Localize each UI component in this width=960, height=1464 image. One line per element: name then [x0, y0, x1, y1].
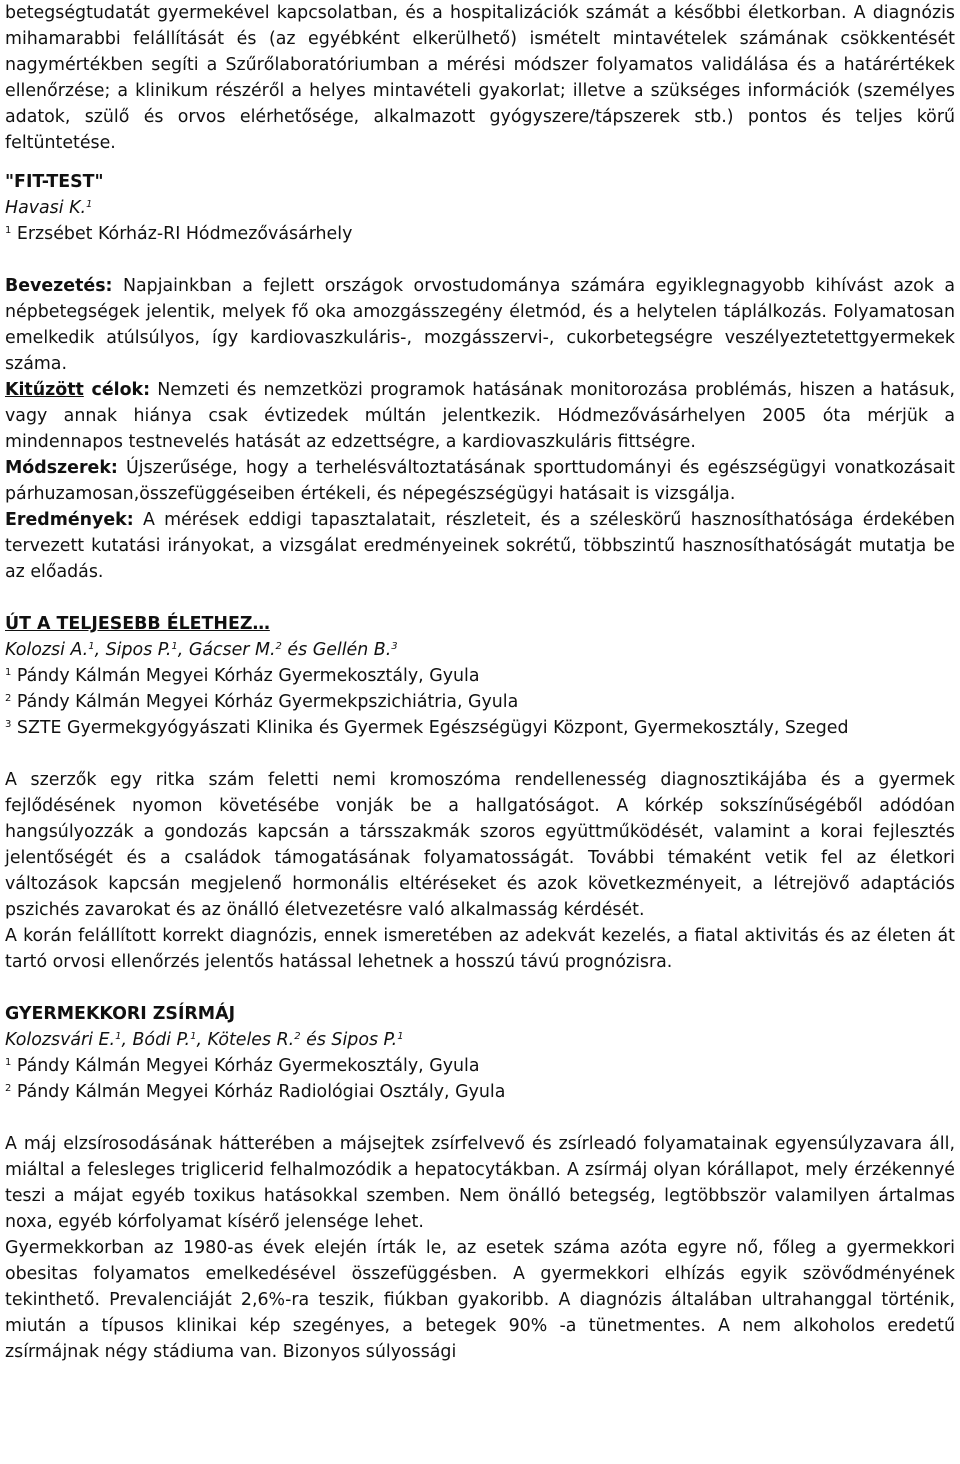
author-separator: és: [281, 640, 313, 660]
author-name: Köteles R.: [207, 1030, 295, 1050]
author-sup: 2: [275, 641, 282, 652]
author-entry: [313, 640, 398, 660]
ut-paragraph-1: A szerzők egy ritka szám feletti nemi kromoszóma rendellenesség diagnosztikájába és a gyermek fejlődésének nyomon követésébe vonják be a hallgatóságot. A kórkép sokszínűségéből adódóan hangsúlyozzák a gondozás kapcsán a társszakmák szoros együttműködését, valamint a korai fejlesztés jelentőségét és a családok támogatásának folyamatosságát. További témaként vetik fel az életkori változások kapcsán megjelenő hormonális eltéréseket és azok következményeit, a létrejövő adaptációs pszichés zavarokat és az önálló életvezetésre való alkalmasság kérdését.: [5, 770, 955, 920]
zsirmaj-paragraph-2: Gyermekkorban az 1980-as évek elején írták le, az esetek száma azóta egyre nő, főleg a gyermekkori obesitas folyamatos emelkedésével összefüggésben. A gyermekkori elhízás egyik szövődményének tekinthető. Prevalenciáját 2,6%-ra teszik, fiúkban gyakoribb. A diagnózis általában ultrahanggal történik, miután a típusos klinikai kép szegényes, a betegek 90% -a tünetmentes. A nem alkoholos eredetű zsírmájnak négy stádiuma van. Bizonyos súlyossági: [5, 1238, 955, 1362]
affiliation-sup: 2: [5, 693, 12, 704]
author-name: Gellén B.: [312, 640, 392, 660]
affiliation-sup: 1: [5, 225, 12, 236]
fit-test-affiliation: [5, 221, 955, 247]
aims-text: Nemzeti és nemzetközi programok hatásának monitorozása problémás, hiszen a hatásuk, vagy annak hiánya csak évtizedek múltán jelentkezik. Hódmezővásárhelyen 2005 óta mérjük a mindennapos testnevelés hatását az edzettségre, a kardiovaszkuláris fittségre.: [5, 380, 955, 452]
zsirmaj-affiliation: [5, 1053, 955, 1079]
affiliation-text: SZTE Gyermekgyógyászati Klinika és Gyermek Egészségügyi Központ, Gyermekosztály, Szeged: [11, 718, 849, 738]
author-sup: 1: [397, 1031, 404, 1042]
author-entry: [331, 1030, 403, 1050]
author-name: Kolozsvári E.: [5, 1030, 116, 1050]
introduction-label: Bevezetés:: [5, 276, 113, 296]
author-separator: ,: [121, 1030, 133, 1050]
ut-title: ÚT A TELJESEBB ÉLETHEZ…: [5, 614, 270, 634]
author-separator: és: [300, 1030, 332, 1050]
author-entry: [106, 640, 189, 660]
author-entry: [189, 640, 313, 660]
aims-label-part2: célok:: [83, 380, 151, 400]
fit-test-authors: [5, 195, 955, 221]
author-sup: 1: [86, 199, 93, 210]
author-name: Sipos P.: [105, 640, 172, 660]
affiliation-text: Pándy Kálmán Megyei Kórház Gyermekosztály, Gyula: [11, 666, 480, 686]
affiliation-text: Erzsébet Kórház-RI Hódmezővásárhely: [11, 224, 353, 244]
ut-paragraph-2: A korán felállított korrekt diagnózis, ennek ismeretében az adekvát kezelés, a fiatal aktivitás és az életen át tartó orvosi ellenőrzés jelentős hatással lehetnek a hosszú távú prognózisra.: [5, 926, 955, 972]
author-name: Havasi K.: [5, 198, 87, 218]
zsirmaj-authors: [5, 1027, 955, 1053]
intro-paragraph: betegségtudatát gyermekével kapcsolatban, és a hospitalizációk számát a későbbi életkorban. A diagnózis mihamarabbi felállítását és (az egyébként elkerülhető) ismételt mintavételek számának csökkentését nagymértékben segíti a Szűrőlaboratóriumban a mérési módszer folyamatos validálása és a határértékek ellenőrzése; a klinikum részéről a helyes mintavételi gyakorlat; illetve a szükséges információk (személyes adatok, szülő és orvos elérhetősége, alkalmazott gyógyszere/tápszerek stb.) pontos és teljes körű feltüntetése.: [5, 3, 955, 153]
affiliation-sup: 1: [5, 1057, 12, 1068]
ut-affiliation: [5, 689, 955, 715]
ut-authors: [5, 637, 955, 663]
fit-test-title: "FIT-TEST": [5, 172, 104, 192]
aims-label-part1: Kitűzött: [5, 380, 84, 400]
fit-test-methods: [5, 455, 955, 507]
affiliation-text: Pándy Kálmán Megyei Kórház Gyermekpszichiátria, Gyula: [11, 692, 519, 712]
affiliation-sup: 3: [5, 719, 12, 730]
author-sup: 1: [190, 1031, 197, 1042]
author-entry: [133, 1030, 208, 1050]
affiliation-sup: 2: [5, 1083, 12, 1094]
affiliation-text: Pándy Kálmán Megyei Kórház Gyermekosztály, Gyula: [11, 1056, 480, 1076]
spacer: [5, 975, 955, 1001]
author-sup: 2: [294, 1031, 301, 1042]
author-sup: 1: [88, 641, 95, 652]
zsirmaj-paragraph-1: A máj elzsírosodásának hátterében a májsejtek zsírfelvevő és zsírleadó folyamatainak egyensúlyzavara áll, miáltal a felesleges triglicerid felhalmozódik a hepatocytákban. A zsírmáj olyan kórállapot, mely érzékennyé teszi a májat egyéb toxikus hatásokkal szemben. Nem önálló betegség, legtöbbször valamilyen ártalmas noxa, egyéb kórfolyamat kísérő jelensége lehet.: [5, 1134, 955, 1232]
results-text: A mérések eddigi tapasztalatait, részleteit, és a széleskörű hasznosíthatósága érdekében tervezett kutatási irányokat, a vizsgálat eredményeinek sokrétű, többszintű hasznosíthatóságát mutatja be az előadás.: [5, 510, 955, 582]
author-separator: ,: [177, 640, 189, 660]
fit-test-results: [5, 507, 955, 585]
spacer: [5, 156, 955, 169]
author-name: Bódi P.: [132, 1030, 191, 1050]
fit-test-aims: [5, 377, 955, 455]
author-sup: 3: [391, 641, 398, 652]
author-separator: ,: [94, 640, 106, 660]
author-entry: [5, 640, 106, 660]
spacer: [5, 1105, 955, 1131]
author-entry: [5, 1030, 133, 1050]
author-sup: 1: [171, 641, 178, 652]
author-entry: [208, 1030, 332, 1050]
author-name: Gácser M.: [188, 640, 276, 660]
ut-affiliation: [5, 715, 955, 741]
methods-label: Módszerek:: [5, 458, 118, 478]
zsirmaj-affiliation: [5, 1079, 955, 1105]
spacer: [5, 585, 955, 611]
methods-text: Újszerűsége, hogy a terhelésváltoztatásának sporttudományi és egészségügyi vonatkozásait párhuzamosan,összefüggéseiben értékeli, és népegészségügyi hatásait is vizsgálja.: [5, 458, 955, 504]
spacer: [5, 741, 955, 767]
ut-affiliation: [5, 663, 955, 689]
zsirmaj-title: GYERMEKKORI ZSÍRMÁJ: [5, 1004, 236, 1024]
affiliation-text: Pándy Kálmán Megyei Kórház Radiológiai Osztály, Gyula: [11, 1082, 506, 1102]
author-name: Sipos P.: [331, 1030, 398, 1050]
author-separator: ,: [196, 1030, 208, 1050]
fit-test-introduction: [5, 273, 955, 377]
author-sup: 1: [115, 1031, 122, 1042]
introduction-text: Napjainkban a fejlett országok orvostudománya számára egyiklegnagyobb kihívást azok a népbetegségek jelentik, melyek fő oka amozgásszegény életmód, és a helytelen táplálkozás. Folyamatosan emelkedik atúlsúlyos, így kardiovaszkuláris-, mozgásszervi-, cukorbetegségre veszélyeztetettgyermekek száma.: [5, 276, 955, 374]
author-name: Kolozsi A.: [5, 640, 89, 660]
affiliation-sup: 1: [5, 667, 12, 678]
results-label: Eredmények:: [5, 510, 134, 530]
spacer: [5, 247, 955, 273]
